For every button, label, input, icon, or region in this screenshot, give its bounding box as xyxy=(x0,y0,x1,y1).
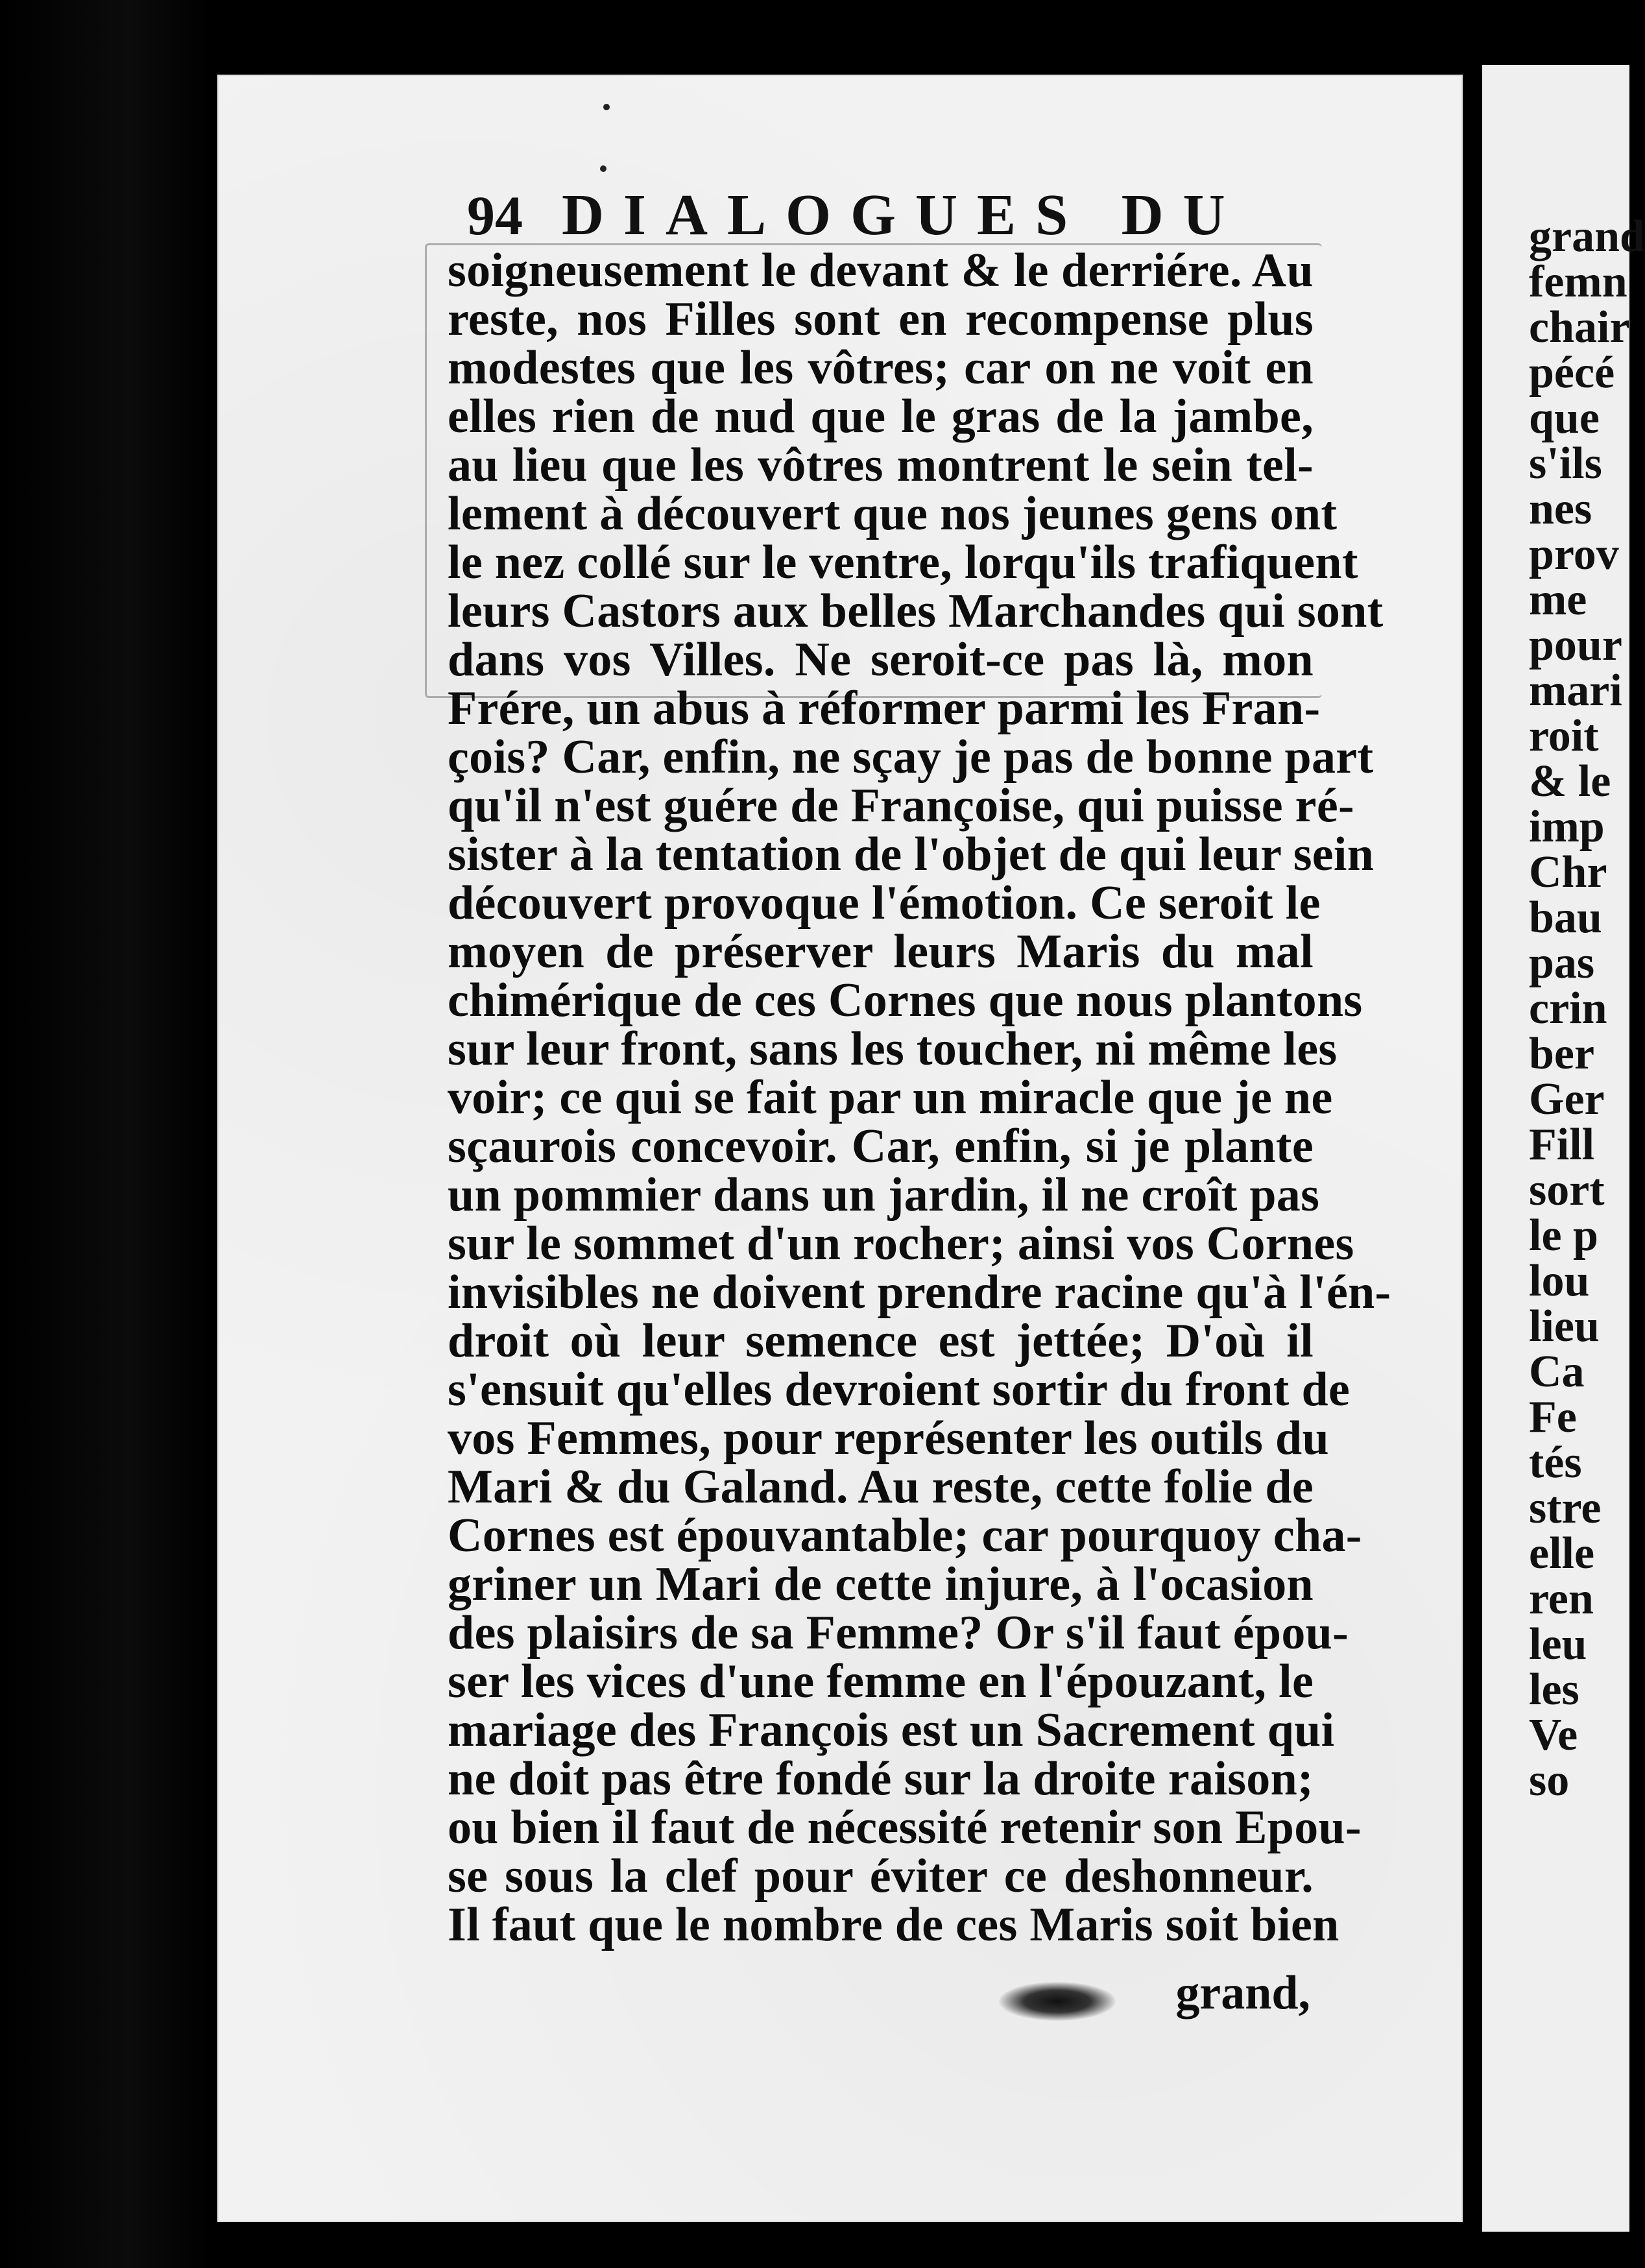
facing-text-fragment: que xyxy=(1529,393,1600,443)
facing-text-fragment: Fe xyxy=(1529,1392,1577,1442)
text-line: Mari & du Galand. Au reste, cette folie de xyxy=(448,1460,1314,1514)
text-line: lement à découvert que nos jeunes gens ont xyxy=(448,487,1338,540)
stray-dot-mark xyxy=(600,165,606,172)
text-line: se sous la clef pour éviter ce deshonneur. xyxy=(448,1850,1314,1903)
text-line: au lieu que les vôtres montrent le sein tel- xyxy=(448,439,1314,492)
text-line: sçaurois concevoir. Car, enfin, si je plante xyxy=(448,1120,1314,1173)
text-line: droit où leur semence est jettée; D'où il xyxy=(448,1314,1314,1368)
facing-text-fragment: bau xyxy=(1529,893,1602,943)
facing-text-fragment: le p xyxy=(1529,1211,1598,1261)
text-line: chimérique de ces Cornes que nous plantons xyxy=(448,974,1363,1027)
text-line: dans vos Villes. Ne seroit-ce pas là, mon xyxy=(448,633,1314,686)
text-line: ou bien il faut de nécessité retenir son Epou- xyxy=(448,1801,1362,1854)
facing-text-fragment: Chr xyxy=(1529,847,1607,897)
facing-text-fragment: lou xyxy=(1529,1256,1590,1306)
facing-text-fragment: pour xyxy=(1529,620,1622,670)
facing-text-fragment: elle xyxy=(1529,1528,1595,1578)
text-line: le nez collé sur le ventre, lorqu'ils trafiquent xyxy=(448,536,1358,589)
page-number: 94 xyxy=(467,184,523,247)
left-scan-border xyxy=(0,0,214,2268)
text-line: des plaisirs de sa Femme? Or s'il faut épou- xyxy=(448,1606,1349,1659)
facing-text-fragment: imp xyxy=(1529,802,1605,852)
facing-text-fragment: Fill xyxy=(1529,1120,1595,1170)
facing-page-text xyxy=(1482,65,1645,2232)
facing-text-fragment: s'ils xyxy=(1529,439,1602,489)
facing-text-fragment: Ger xyxy=(1529,1074,1605,1124)
text-line: ne doit pas être fondé sur la droite raison; xyxy=(448,1752,1314,1805)
text-line: ser les vices d'une femme en l'épouzant, le xyxy=(448,1655,1314,1708)
facing-text-fragment: roit xyxy=(1529,711,1599,761)
text-line: moyen de préserver leurs Maris du mal xyxy=(448,925,1314,978)
text-line: modestes que les vôtres; car on ne voit en xyxy=(448,341,1314,394)
text-line: mariage des François est un Sacrement qui xyxy=(448,1704,1335,1757)
facing-text-fragment: chair xyxy=(1529,302,1630,352)
facing-text-fragment: & le xyxy=(1529,756,1611,806)
stray-dot-mark xyxy=(603,104,610,110)
text-line: Il faut que le nombre de ces Maris soit bien xyxy=(448,1898,1339,1951)
text-line: leurs Castors aux belles Marchandes qui sont xyxy=(448,585,1384,638)
text-line: griner un Mari de cette injure, à l'ocasion xyxy=(448,1558,1314,1611)
facing-text-fragment: pécé xyxy=(1529,348,1615,398)
facing-text-fragment: pas xyxy=(1529,938,1595,988)
facing-page xyxy=(1482,65,1645,2232)
text-line: Frére, un abus à réformer parmi les Fran- xyxy=(448,682,1321,735)
facing-text-fragment: Ca xyxy=(1529,1347,1585,1397)
facing-text-fragment: ber xyxy=(1529,1029,1595,1079)
text-line: découvert provoque l'émotion. Ce seroit le xyxy=(448,876,1321,930)
facing-text-fragment: ren xyxy=(1529,1574,1594,1624)
running-head: DIALOGUES DU xyxy=(562,183,1245,247)
text-line: çois? Car, enfin, ne sçay je pas de bonne part xyxy=(448,730,1374,784)
text-line: invisibles ne doivent prendre racine qu'à l'én- xyxy=(448,1266,1391,1319)
facing-text-fragment: stre xyxy=(1529,1483,1602,1533)
facing-text-fragment: les xyxy=(1529,1665,1579,1715)
facing-text-fragment: lieu xyxy=(1529,1301,1600,1351)
body-text xyxy=(448,244,1391,2044)
page-gutter xyxy=(1463,75,1482,2235)
facing-text-fragment: nes xyxy=(1529,484,1592,534)
text-line: sur le sommet d'un rocher; ainsi vos Cornes xyxy=(448,1217,1354,1270)
facing-text-fragment: me xyxy=(1529,575,1587,625)
text-line: vos Femmes, pour représenter les outils du xyxy=(448,1412,1329,1465)
text-line: voir; ce qui se fait par un miracle que je ne xyxy=(448,1071,1333,1124)
facing-text-fragment: femn xyxy=(1529,257,1627,307)
text-line: Cornes est épouvantable; car pourquoy cha- xyxy=(448,1509,1362,1562)
text-line: sur leur front, sans les toucher, ni même les xyxy=(448,1022,1338,1076)
text-line: qu'il n'est guére de Françoise, qui puisse ré- xyxy=(448,779,1354,832)
facing-text-fragment: mari xyxy=(1529,666,1622,716)
facing-text-fragment: sort xyxy=(1529,1165,1605,1215)
text-line: s'ensuit qu'elles devroient sortir du front de xyxy=(448,1363,1351,1416)
text-line: sister à la tentation de l'objet de qui leur sein xyxy=(448,828,1375,881)
facing-text-fragment: crin xyxy=(1529,983,1607,1033)
text-line: un pommier dans un jardin, il ne croît pas xyxy=(448,1168,1320,1222)
facing-text-fragment: prov xyxy=(1529,529,1619,579)
facing-text-fragment: leu xyxy=(1529,1619,1587,1669)
facing-text-fragment: Ve xyxy=(1529,1710,1578,1760)
facing-text-fragment: grand xyxy=(1529,211,1645,261)
facing-text-fragment: so xyxy=(1529,1755,1570,1805)
text-line: elles rien de nud que le gras de la jambe, xyxy=(448,390,1314,443)
catchword: grand, xyxy=(1175,1966,1310,2020)
facing-text-fragment: tés xyxy=(1529,1438,1582,1488)
text-line: reste, nos Filles sont en recompense plus xyxy=(448,293,1314,346)
ink-blot-mark xyxy=(999,1982,1116,2021)
text-line: soigneusement le devant & le derriére. Au xyxy=(448,244,1314,297)
